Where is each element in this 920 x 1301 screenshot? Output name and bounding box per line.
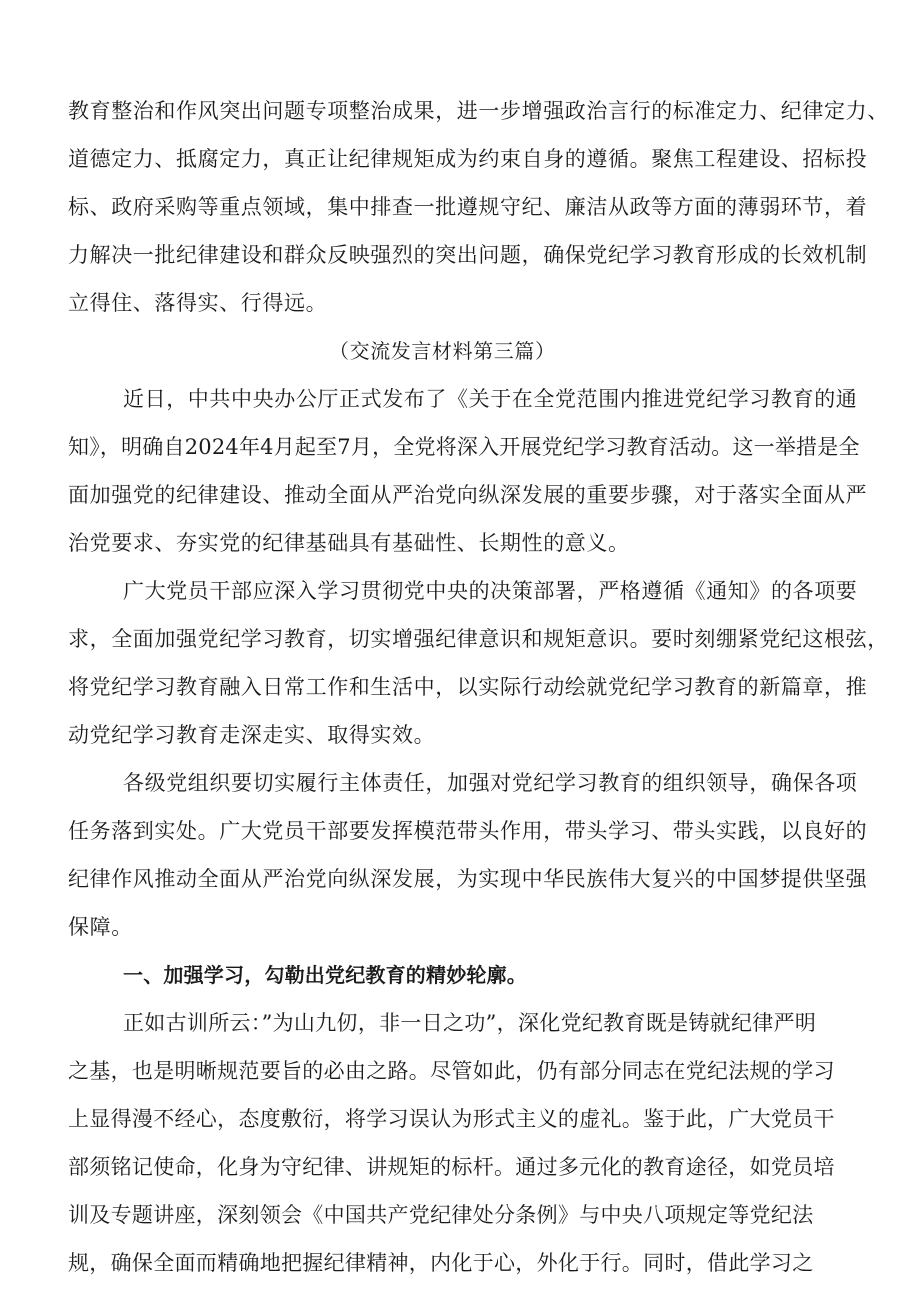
paragraph-5-line: 规，确保全面而精确地把握纪律精神，内化于心，外化于行。同时，借此学习之: [68, 1251, 814, 1275]
paragraph-3-line: 将党纪学习教育融入日常工作和生活中，以实际行动绘就党纪学习教育的新篇章，推: [68, 675, 868, 699]
paragraph-3-line: 动党纪学习教育走深走实、取得实效。: [68, 723, 436, 747]
section-heading: 一、加强学习，勾勒出党纪教育的精妙轮廓。: [123, 963, 527, 987]
paragraph-5-line: 之基，也是明晰规范要旨的必由之路。尽管如此，仍有部分同志在党纪法规的学习: [68, 1059, 835, 1083]
paragraph-4-line: 保障。: [68, 915, 133, 939]
paragraph-2-line: 知》，明确自2024年4月起至7月，全党将深入开展党纪学习教育活动。这一举措是全: [68, 435, 860, 459]
paragraph-4-line: 任务落到实处。广大党员干部要发挥模范带头作用，带头学习、带头实践，以良好的: [68, 819, 868, 843]
paragraph-2-line: 治党要求、夯实党的纪律基础具有基础性、长期性的意义。: [68, 531, 630, 555]
section-title: （交流发言材料第三篇）: [329, 339, 556, 363]
paragraph-4-line: 各级党组织要切实履行主体责任，加强对党纪学习教育的组织领导，确保各项: [123, 771, 858, 795]
paragraph-2-line: 面加强党的纪律建设、推动全面从严治党向纵深发展的重要步骤，对于落实全面从严: [68, 483, 868, 507]
paragraph-5-line: 正如古训所云：”为山九仞，非一日之功”，深化党纪教育既是铸就纪律严明: [123, 1011, 817, 1035]
paragraph-1-line: 教育整治和作风突出问题专项整治成果，进一步增强政治言行的标准定力、纪律定力、: [68, 99, 889, 123]
paragraph-2-line: 近日，中共中央办公厅正式发布了《关于在全党范围内推进党纪学习教育的通: [123, 387, 858, 411]
paragraph-5-line: 部须铭记使命，化身为守纪律、讲规矩的标杆。通过多元化的教育途径，如党员培: [68, 1155, 835, 1179]
paragraph-4-line: 纪律作风推动全面从严治党向纵深发展，为实现中华民族伟大复兴的中国梦提供坚强: [68, 867, 868, 891]
paragraph-1-line: 立得住、落得实、行得远。: [68, 291, 328, 315]
paragraph-1-line: 道德定力、抵腐定力，真正让纪律规矩成为约束自身的遵循。聚焦工程建设、招标投: [68, 147, 868, 171]
paragraph-3-line: 求，全面加强党纪学习教育，切实增强纪律意识和规矩意识。要时刻绷紧党纪这根弦，: [68, 627, 889, 651]
paragraph-1-line: 力解决一批纪律建设和群众反映强烈的突出问题，确保党纪学习教育形成的长效机制: [68, 243, 868, 267]
paragraph-5-line: 训及专题讲座，深刻领会《中国共产党纪律处分条例》与中央八项规定等党纪法: [68, 1203, 814, 1227]
paragraph-3-line: 广大党员干部应深入学习贯彻党中央的决策部署，严格遵循《通知》的各项要: [123, 579, 858, 603]
paragraph-1-line: 标、政府采购等重点领域，集中排查一批遵规守纪、廉洁从政等方面的薄弱环节，着: [68, 195, 868, 219]
paragraph-5-line: 上显得漫不经心，态度敷衍，将学习误认为形式主义的虚礼。鉴于此，广大党员干: [68, 1107, 835, 1131]
